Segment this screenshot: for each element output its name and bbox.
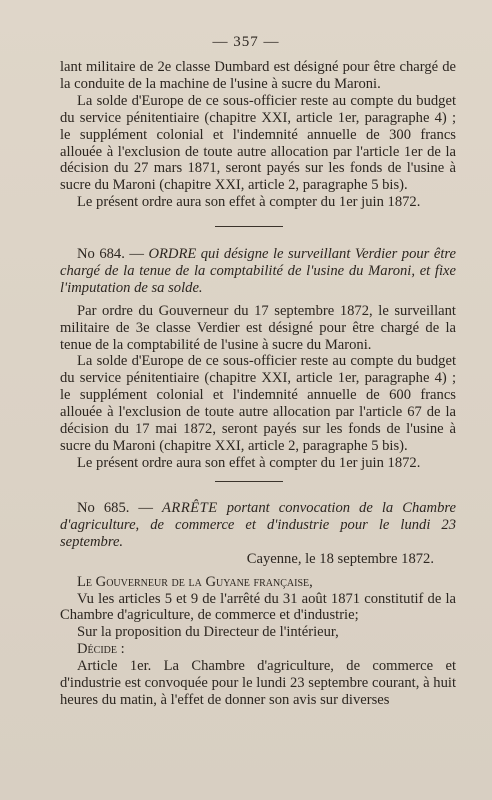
proposition-clause: Sur la proposition du Directeur de l'intérieur, (77, 624, 339, 641)
arrete-title-word: ARRÊTE (162, 500, 218, 516)
section-divider (215, 481, 283, 482)
vu-clause: Vu les articles 5 et 9 de l'arrêté du 31 août 1871 constitutif de la Chambre d'agriculture, de commerce et d'industrie; (60, 590, 456, 624)
order-number: No 684. — (77, 246, 144, 262)
order-title (60, 246, 456, 297)
governor-line: Le Gouverneur de la Guyane française, (77, 573, 313, 590)
arrete-title-text: portant convocation de la Chambre d'agriculture, de commerce et d'industrie pour le lundi 23 septembre. (60, 500, 456, 550)
paragraph: lant militaire de 2e classe Dumbard est désigné pour être chargé de la conduite de la machine de l'usine à sucre du Maroni. (60, 59, 456, 92)
paragraph: La solde d'Europe de ce sous-officier reste au compte du budget du service pénitentiaire (chapitre XXI, article 1er, paragraphe 4) ; le supplément colonial et l'indemnité annuelle de 600 francs allouée à l'exclusion de toute autre allocation par l'article 67 de la décision du 17 mai 1872, seront payés sur les fonds de l'usine à sucre du Maroni (chapitre XXI, article 2, paragraphe 5 bis). (60, 353, 456, 454)
order-title-text: ORDRE qui désigne le surveillant Verdier pour être chargé de la tenue de la comptabilité de l'usine du Maroni, et fixe l'imputation de sa solde. (60, 246, 456, 296)
paragraph: Le présent ordre aura son effet à compter du 1er juin 1872. (77, 194, 421, 211)
arrete-685 (60, 500, 456, 709)
arrete-title (60, 500, 456, 551)
order-684 (60, 246, 456, 472)
article-1: Article 1er. La Chambre d'agriculture, de commerce et d'industrie est convoquée pour le lundi 23 septembre courant, à huit heures du matin, à l'effet de donner son avis sur diverses (60, 658, 456, 708)
arrete-number: No 685. — (77, 500, 153, 516)
page-number: — 357 — (212, 34, 280, 50)
section-divider (215, 226, 283, 227)
paragraph: Le présent ordre aura son effet à compter du 1er juin 1872. (77, 454, 421, 471)
decide-heading: Décide : (77, 641, 125, 658)
paragraph: La solde d'Europe de ce sous-officier reste au compte du budget du service pénitentiaire (chapitre XXI, article 1er, paragraphe 4) ; le supplément colonial et l'indemnité annuelle de 300 francs allouée à l'exclusion de toute autre allocation par l'article 1er de la décision du 27 mars 1871, seront payés sur les fonds de l'usine à sucre du Maroni (chapitre XXI, article 2, paragraphe 5 bis). (60, 92, 456, 194)
place-date: Cayenne, le 18 septembre 1872. (246, 550, 434, 567)
paragraph: Par ordre du Gouverneur du 17 septembre 1872, le surveillant militaire de 3e classe Verdier est désigné pour être chargé de la tenue de la comptabilité de l'usine à sucre du Maroni. (60, 302, 456, 353)
previous-order-continuation (60, 59, 456, 211)
